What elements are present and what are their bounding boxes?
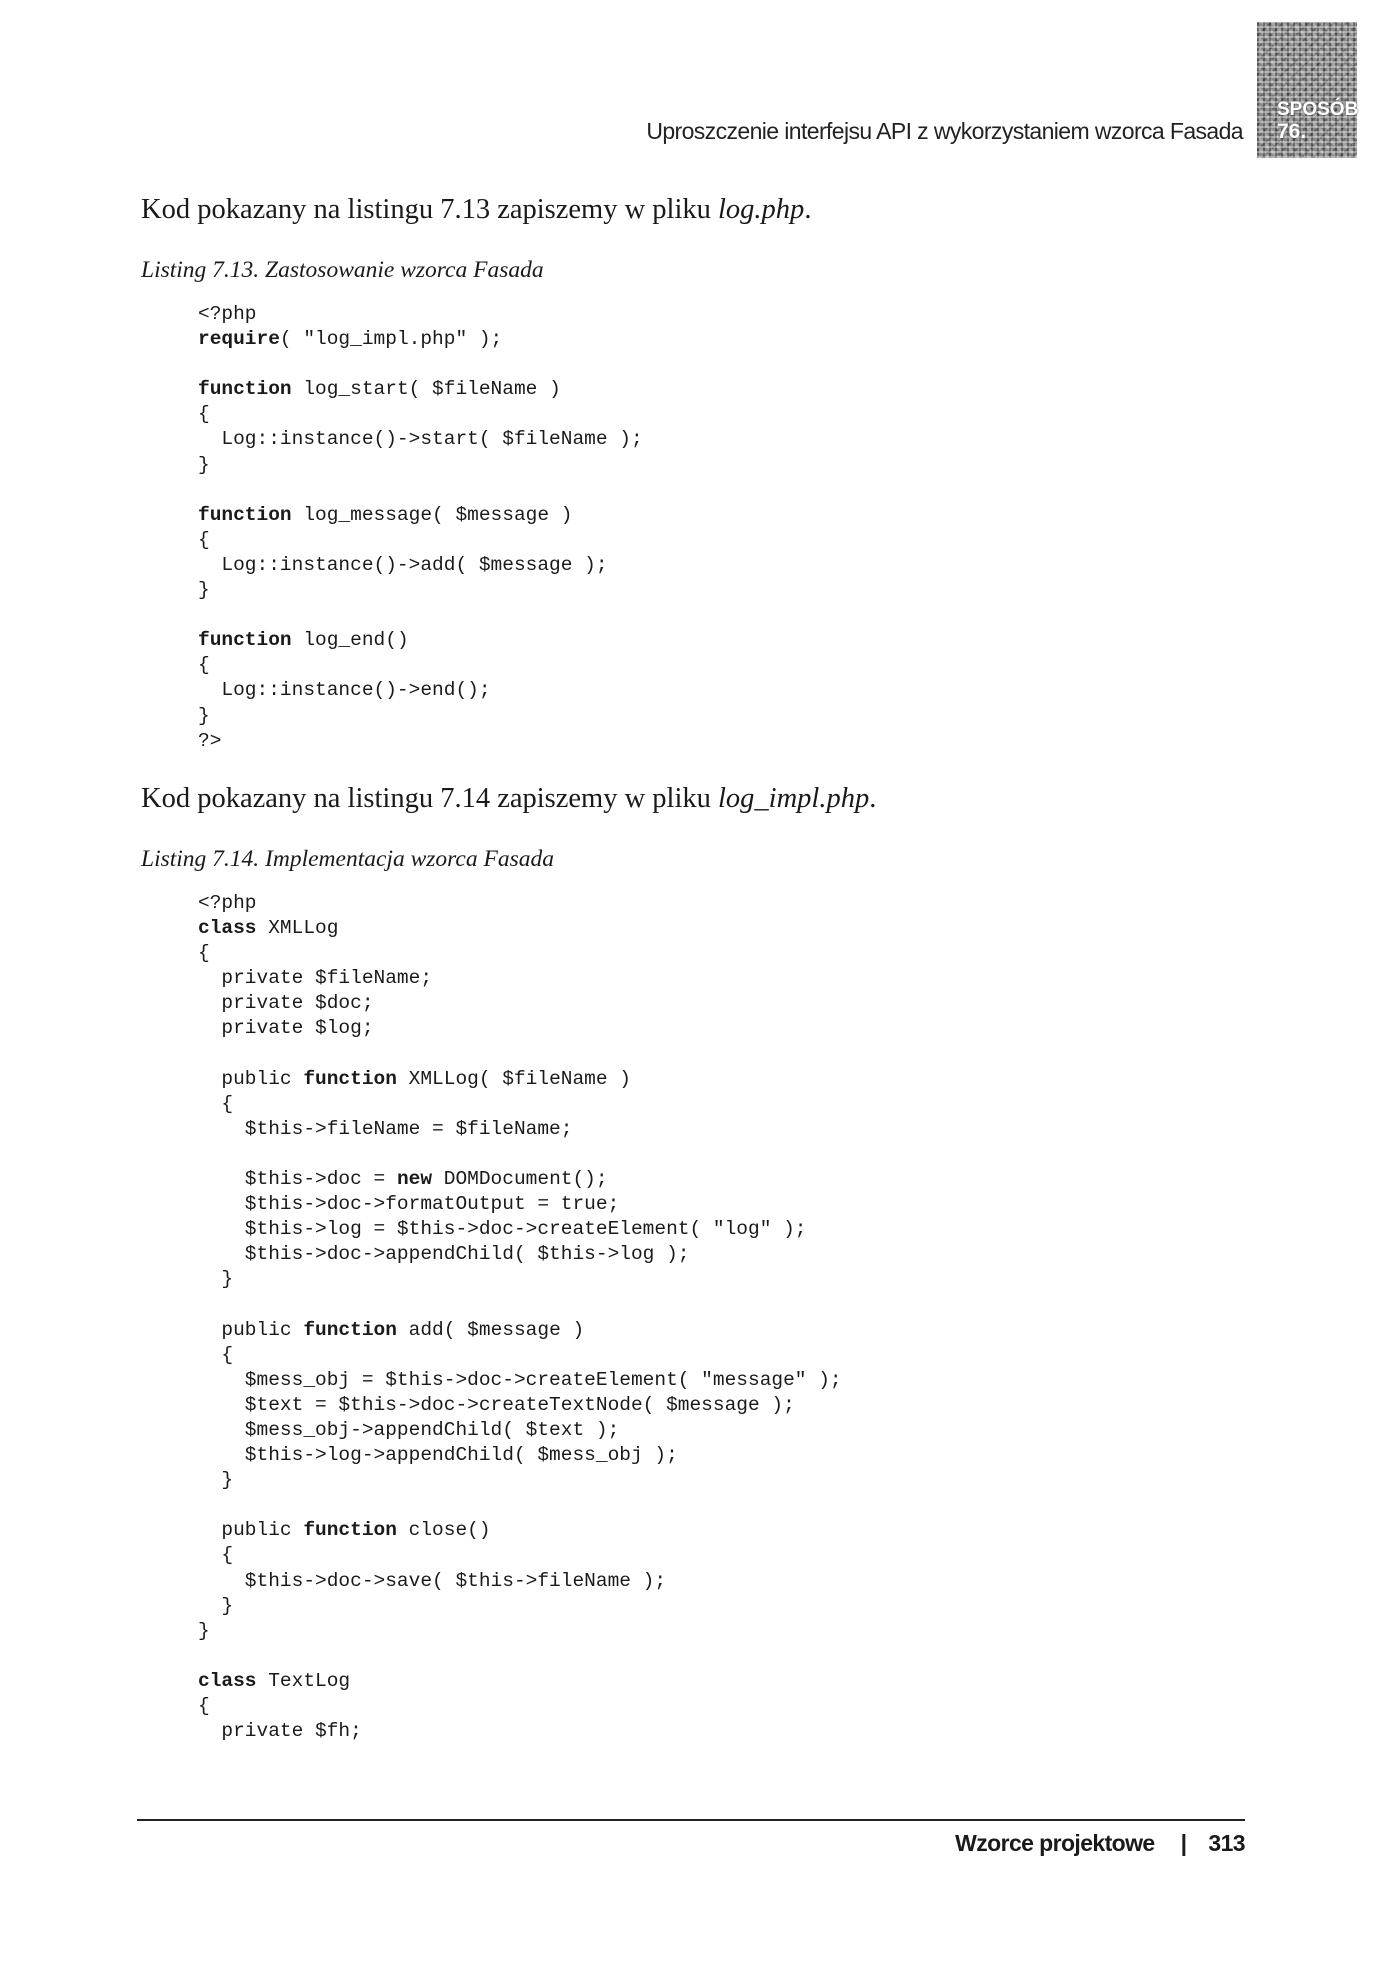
footer-book-title: Wzorce projektowe (955, 1830, 1155, 1856)
code-line: { (198, 528, 210, 551)
code-line (198, 1042, 842, 1067)
code-listing-7-13 (198, 302, 643, 754)
paragraph-end: . (869, 783, 877, 814)
code-line: $this->doc = new DOMDocument(); (198, 1168, 608, 1191)
footer-rule (137, 1819, 1245, 1821)
code-line: $text = $this->doc->createTextNode( $message ); (198, 1393, 795, 1416)
chapter-thumb-tab (1257, 22, 1357, 158)
code-line: private $fh; (198, 1720, 362, 1743)
code-line (198, 1142, 842, 1167)
file-name: log_impl.php (718, 783, 870, 814)
intro-paragraph-2 (141, 783, 876, 815)
code-line: class TextLog (198, 1669, 351, 1692)
code-line: ?> (198, 729, 222, 752)
file-name: log.php (718, 194, 805, 225)
listing-caption-7-14: Listing 7.14. Implementacja wzorca Fasada (141, 846, 554, 872)
code-line: { (198, 654, 210, 677)
code-line: public function close() (198, 1519, 491, 1542)
code-line: private $doc; (198, 992, 374, 1015)
code-line: public function XMLLog( $fileName ) (198, 1067, 631, 1090)
code-line: function log_message( $message ) (198, 503, 573, 526)
code-line: Log::instance()->start( $fileName ); (198, 428, 643, 451)
code-line (198, 478, 643, 503)
code-line (198, 1493, 842, 1518)
code-line: Log::instance()->add( $message ); (198, 553, 608, 576)
code-line: $mess_obj = $this->doc->createElement( "message" ); (198, 1368, 842, 1391)
code-line: } (198, 579, 210, 602)
code-line: } (198, 453, 210, 476)
code-line: $this->log->appendChild( $mess_obj ); (198, 1444, 678, 1467)
code-keyword: function (303, 1519, 397, 1542)
code-line: { (198, 1343, 234, 1366)
footer-separator: | (1180, 1830, 1187, 1856)
code-line: } (198, 1619, 210, 1642)
paragraph-text: Kod pokazany na listingu 7.13 zapiszemy w pliku (141, 194, 719, 225)
paragraph-text: Kod pokazany na listingu 7.14 zapiszemy w pliku (141, 783, 719, 814)
code-line: function log_start( $fileName ) (198, 378, 561, 401)
page-footer (955, 1830, 1245, 1857)
code-line: $this->fileName = $fileName; (198, 1117, 573, 1140)
intro-paragraph-1 (141, 194, 811, 226)
code-keyword: function (198, 629, 292, 652)
code-keyword: function (198, 503, 292, 526)
code-line: } (198, 1594, 234, 1617)
listing-caption-7-13: Listing 7.13. Zastosowanie wzorca Fasada (141, 257, 544, 283)
code-line: { (198, 1092, 234, 1115)
code-keyword: function (303, 1067, 397, 1090)
code-line: } (198, 1469, 234, 1492)
code-line (198, 603, 643, 628)
code-line: Log::instance()->end(); (198, 679, 491, 702)
code-keyword: function (198, 378, 292, 401)
code-line: require( "log_impl.php" ); (198, 328, 503, 351)
running-head-title: Uproszczenie interfejsu API z wykorzystaniem wzorca Fasada (646, 118, 1243, 144)
code-keyword: class (198, 1669, 257, 1692)
code-line: $mess_obj->appendChild( $text ); (198, 1418, 620, 1441)
code-line: $this->log = $this->doc->createElement( "log" ); (198, 1218, 807, 1241)
code-line: { (198, 403, 210, 426)
code-keyword: class (198, 917, 257, 940)
code-line: class XMLLog (198, 917, 339, 940)
code-line (198, 1293, 842, 1318)
code-line: $this->doc->appendChild( $this->log ); (198, 1243, 690, 1266)
thumb-tab-label: SPOSÓB (1277, 99, 1359, 120)
code-line: } (198, 1268, 234, 1291)
paragraph-end: . (804, 194, 812, 225)
code-line: { (198, 1695, 210, 1717)
code-line: { (198, 942, 210, 965)
code-line: private $fileName; (198, 967, 433, 990)
code-line: public function add( $message ) (198, 1318, 585, 1341)
code-keyword: require (198, 328, 280, 351)
code-line: $this->doc->formatOutput = true; (198, 1193, 620, 1216)
code-line: } (198, 704, 210, 727)
thumb-tab-number: 76. (1277, 120, 1307, 143)
code-line (198, 352, 643, 377)
code-line (198, 1644, 842, 1669)
code-line: <?php (198, 303, 257, 325)
code-line: $this->doc->save( $this->fileName ); (198, 1569, 667, 1592)
code-line: <?php (198, 892, 257, 914)
code-line: private $log; (198, 1017, 374, 1040)
code-line: function log_end() (198, 629, 409, 652)
code-listing-7-14 (198, 891, 842, 1744)
code-keyword: new (396, 1168, 433, 1191)
code-line: { (198, 1544, 234, 1567)
page-number: 313 (1208, 1830, 1245, 1856)
code-keyword: function (303, 1318, 397, 1341)
